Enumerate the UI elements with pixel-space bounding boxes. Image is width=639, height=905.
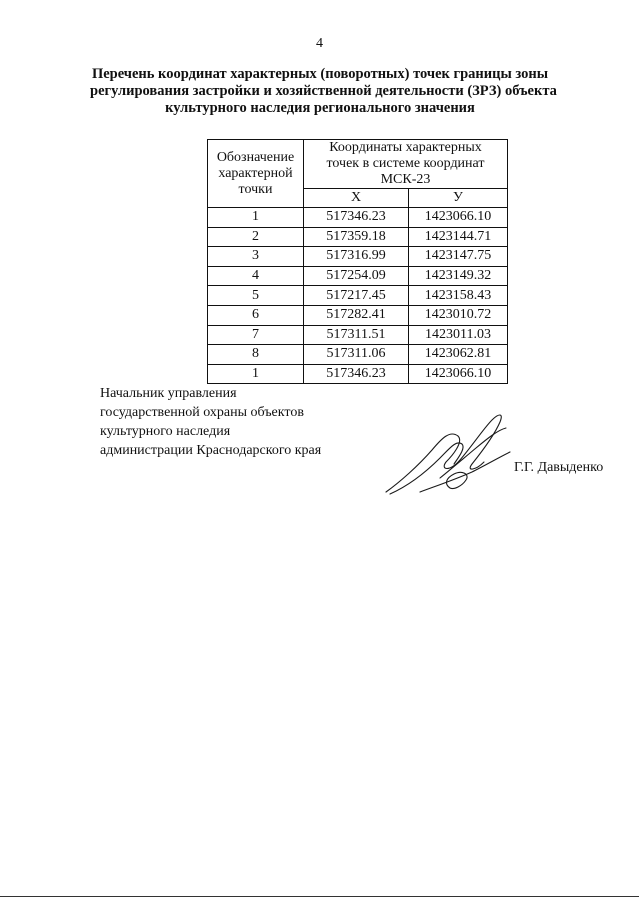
y-coordinate: 1423158.43 bbox=[409, 286, 508, 306]
x-coordinate: 517359.18 bbox=[304, 227, 409, 247]
header-coordinates: Координаты характерных точек в системе координат МСК-23 bbox=[304, 140, 508, 189]
x-coordinate: 517311.51 bbox=[304, 325, 409, 345]
title-line: регулирования застройки и хозяйственной деятельности (ЗРЗ) объекта bbox=[90, 83, 557, 99]
document-title bbox=[90, 66, 557, 117]
y-coordinate: 1423066.10 bbox=[409, 364, 508, 384]
point-number: 6 bbox=[208, 305, 304, 325]
title-line: Перечень координат характерных (поворотных) точек границы зоны bbox=[91, 66, 549, 82]
x-coordinate: 517311.06 bbox=[304, 345, 409, 365]
point-number: 1 bbox=[208, 364, 304, 384]
position-line: администрации Краснодарского края bbox=[100, 443, 322, 458]
point-number: 5 bbox=[208, 286, 304, 306]
point-number: 8 bbox=[208, 345, 304, 365]
y-coordinate: 1423149.32 bbox=[409, 266, 508, 286]
y-coordinate: 1423144.71 bbox=[409, 227, 508, 247]
handwritten-signature bbox=[380, 400, 520, 500]
x-coordinate: 517346.23 bbox=[304, 208, 409, 228]
x-coordinate: 517217.45 bbox=[304, 286, 409, 306]
table-row bbox=[208, 286, 508, 306]
x-coordinate: 517254.09 bbox=[304, 266, 409, 286]
signatory-name: Г.Г. Давыденко bbox=[514, 460, 604, 475]
header-point-designation: Обозначение характерной точки bbox=[208, 140, 304, 208]
y-coordinate: 1423011.03 bbox=[409, 325, 508, 345]
table-row bbox=[208, 208, 508, 228]
table-row bbox=[208, 305, 508, 325]
x-coordinate: 517282.41 bbox=[304, 305, 409, 325]
point-number: 1 bbox=[208, 208, 304, 228]
table-row bbox=[208, 364, 508, 384]
point-number: 4 bbox=[208, 266, 304, 286]
point-number: 2 bbox=[208, 227, 304, 247]
table-row bbox=[208, 325, 508, 345]
position-line: культурного наследия bbox=[100, 424, 231, 439]
x-coordinate: 517346.23 bbox=[304, 364, 409, 384]
position-line: Начальник управления bbox=[100, 386, 237, 401]
title-line: культурного наследия регионального значения bbox=[165, 100, 475, 116]
table-row bbox=[208, 345, 508, 365]
table-row bbox=[208, 227, 508, 247]
header-y: У bbox=[409, 189, 508, 208]
y-coordinate: 1423066.10 bbox=[409, 208, 508, 228]
y-coordinate: 1423010.72 bbox=[409, 305, 508, 325]
table-row bbox=[208, 247, 508, 267]
table-row bbox=[208, 266, 508, 286]
page-number: 4 bbox=[316, 36, 323, 51]
header-x: X bbox=[304, 189, 409, 208]
signatory-position bbox=[100, 384, 321, 460]
y-coordinate: 1423147.75 bbox=[409, 247, 508, 267]
coordinates-table bbox=[207, 139, 508, 384]
y-coordinate: 1423062.81 bbox=[409, 345, 508, 365]
point-number: 7 bbox=[208, 325, 304, 345]
x-coordinate: 517316.99 bbox=[304, 247, 409, 267]
point-number: 3 bbox=[208, 247, 304, 267]
position-line: государственной охраны объектов bbox=[100, 405, 304, 420]
bottom-divider bbox=[0, 896, 639, 897]
